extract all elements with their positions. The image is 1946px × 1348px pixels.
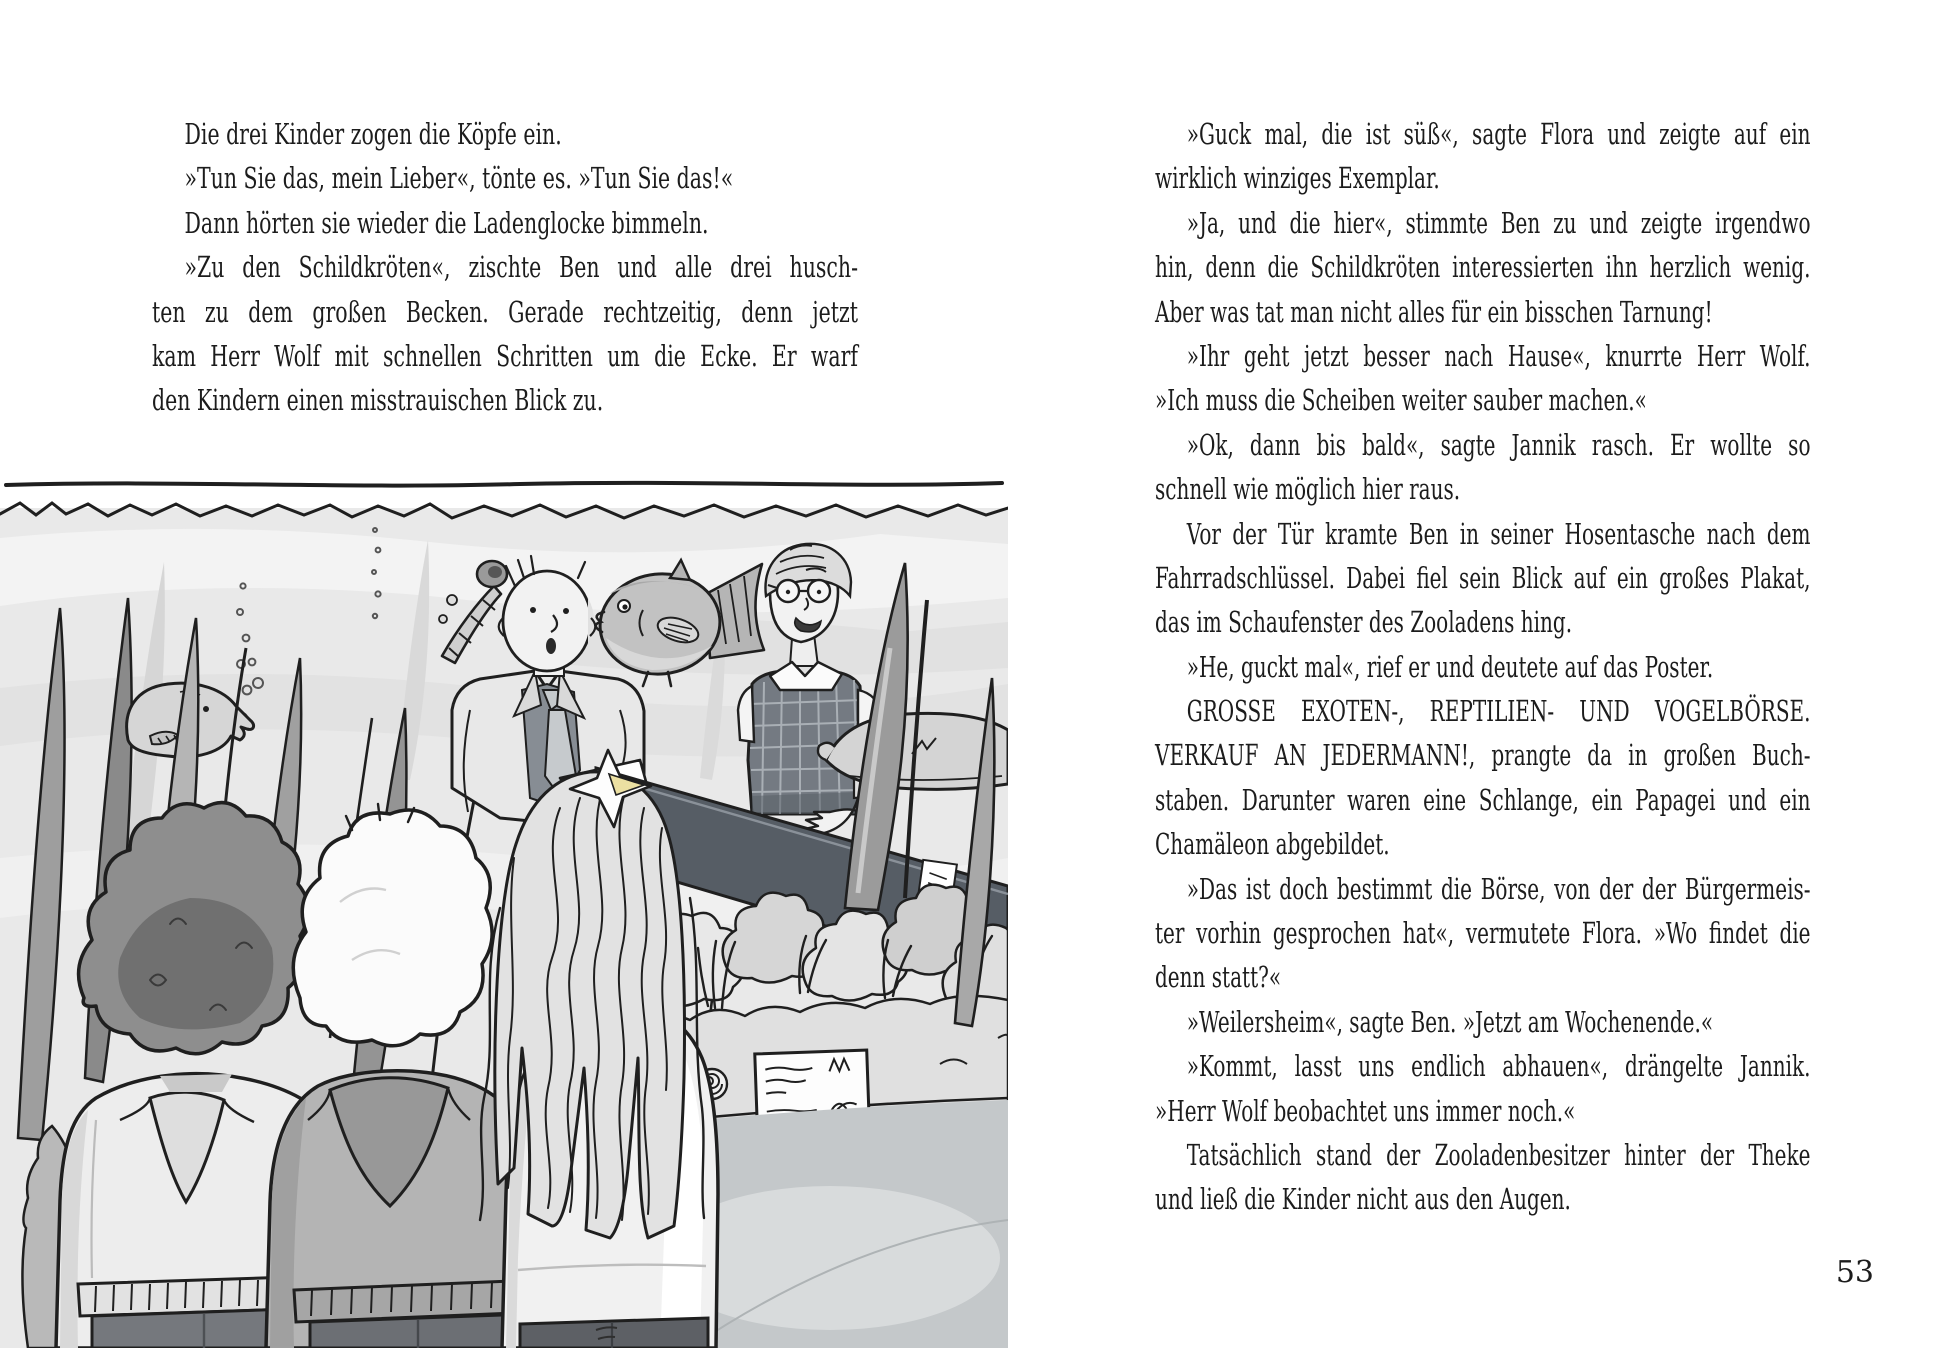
text-line: Fahrradschlüssel. Dabei fiel sein Blick auf ein großes Plakat, xyxy=(1155,560,1811,595)
text-line: ter vorhin gesprochen hat«, vermutete Flora. »Wo findet die xyxy=(1155,916,1811,951)
text-line: »Ihr geht jetzt besser nach Hause«, knurrte Herr Wolf. xyxy=(1186,338,1811,373)
text-line: Die drei Kinder zogen die Köpfe ein. xyxy=(184,117,562,151)
aquarium-illustration-svg xyxy=(0,478,1008,1348)
text-line: Chamäleon abgebildet. xyxy=(1155,827,1390,862)
text-line: »Kommt, lasst uns endlich abhauen«, drängelte Jannik. xyxy=(1186,1049,1811,1084)
text-line: den Kindern einen misstrauischen Blick zu. xyxy=(152,383,604,418)
text-line: ten zu dem großen Becken. Gerade rechtzeitig, denn jetzt xyxy=(152,294,858,329)
text-line: VERKAUF AN JEDERMANN!, prangte da in großen Buch- xyxy=(1155,738,1811,773)
text-line: »Ich muss die Scheiben weiter sauber machen.« xyxy=(1155,383,1647,418)
text-line: »Das ist doch bestimmt die Börse, von der der Bürgermeis- xyxy=(1186,871,1811,906)
text-line: Tatsächlich stand der Zooladenbesitzer hinter der Theke xyxy=(1186,1137,1811,1172)
text-line: Vor der Tür kramte Ben in seiner Hosentasche nach dem xyxy=(1186,516,1811,551)
text-line: »He, guckt mal«, rief er und deutete auf das Poster. xyxy=(1186,649,1714,684)
text-line: GROSSE EXOTEN-, REPTILIEN- UND VOGELBÖRSE. xyxy=(1186,694,1811,729)
text-line: schnell wie möglich hier raus. xyxy=(1155,472,1461,507)
aquarium-illustration xyxy=(0,478,1008,1348)
text-line: Aber was tat man nicht alles für ein bisschen Tarnung! xyxy=(1155,294,1713,329)
text-line: Dann hörten sie wieder die Ladenglocke bimmeln. xyxy=(184,205,709,240)
text-line: »Zu den Schildkröten«, zischte Ben und alle drei husch- xyxy=(184,250,858,285)
text-line: staben. Darunter waren eine Schlange, ein Papagei und ein xyxy=(1155,782,1811,817)
text-line: »Tun Sie das, mein Lieber«, tönte es. »Tun Sie das!« xyxy=(184,161,734,196)
page-number: 53 xyxy=(1835,1255,1874,1290)
text-line: und ließ die Kinder nicht aus den Augen. xyxy=(1155,1182,1571,1217)
text-line: wirklich winziges Exemplar. xyxy=(1155,161,1440,196)
text-line: »Ok, dann bis bald«, sagte Jannik rasch. Er wollte so xyxy=(1186,427,1811,462)
text-line: »Weilersheim«, sagte Ben. »Jetzt am Wochenende.« xyxy=(1186,1004,1714,1039)
text-line: denn statt?« xyxy=(1155,960,1282,995)
right-text-column xyxy=(1155,112,1946,1222)
text-line: »Herr Wolf beobachtet uns immer noch.« xyxy=(1155,1093,1576,1128)
text-line: kam Herr Wolf mit schnellen Schritten um die Ecke. Er warf xyxy=(152,338,858,373)
text-line: »Guck mal, die ist süß«, sagte Flora und zeigte auf ein xyxy=(1186,117,1811,151)
text-line: das im Schaufenster des Zooladens hing. xyxy=(1155,605,1573,640)
text-line: »Ja, und die hier«, stimmte Ben zu und zeigte irgendwo xyxy=(1186,205,1811,240)
left-text-column xyxy=(152,112,1152,423)
text-line: hin, denn die Schildkröten interessierten ihn herzlich wenig. xyxy=(1155,250,1811,285)
